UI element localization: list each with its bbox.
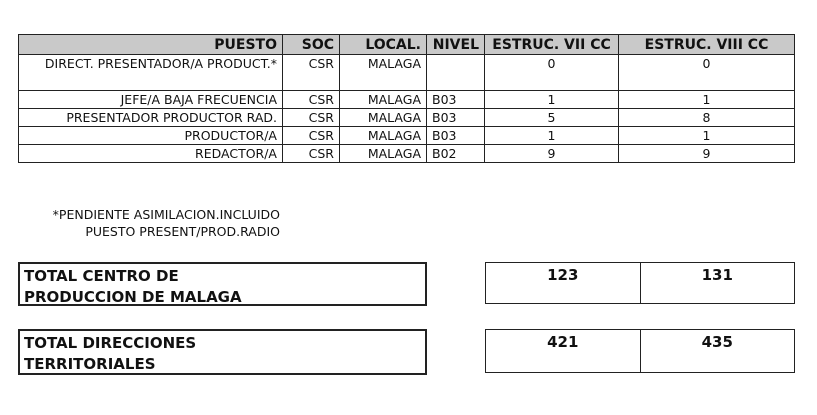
cell-estruc-viii: 9 (619, 145, 795, 163)
cell-soc: CSR (283, 127, 340, 145)
total-label-line: TERRITORIALES (24, 355, 156, 373)
cell-local: MALAGA (340, 145, 427, 163)
cell-estruc-viii: 0 (619, 55, 795, 91)
cell-estruc-vii: 5 (485, 109, 619, 127)
cell-puesto: PRESENTADOR PRODUCTOR RAD. (19, 109, 283, 127)
table-header-row (19, 35, 795, 55)
cell-soc: CSR (283, 55, 340, 91)
total-label-line: TOTAL DIRECCIONES (24, 334, 197, 352)
positions-table (18, 34, 795, 163)
header-estruc-vii: ESTRUC. VII CC (485, 35, 619, 55)
footnote-line: PUESTO PRESENT/PROD.RADIO (85, 224, 280, 239)
cell-estruc-vii: 1 (485, 127, 619, 145)
cell-estruc-viii: 1 (619, 91, 795, 109)
cell-nivel: B03 (427, 127, 485, 145)
footnote-line: *PENDIENTE ASIMILACION.INCLUIDO (52, 207, 280, 222)
total-malaga-values (485, 262, 795, 304)
total-malaga-label (18, 262, 427, 306)
cell-soc: CSR (283, 145, 340, 163)
cell-local: MALAGA (340, 127, 427, 145)
table-row (19, 127, 795, 145)
cell-nivel: B02 (427, 145, 485, 163)
table-row (19, 145, 795, 163)
cell-puesto: REDACTOR/A (19, 145, 283, 163)
cell-estruc-vii: 9 (485, 145, 619, 163)
table-row (19, 109, 795, 127)
total-territoriales-label (18, 329, 427, 375)
cell-estruc-viii: 1 (619, 127, 795, 145)
header-puesto: PUESTO (19, 35, 283, 55)
cell-puesto: JEFE/A BAJA FRECUENCIA (19, 91, 283, 109)
cell-estruc-vii: 1 (485, 91, 619, 109)
cell-nivel: B03 (427, 109, 485, 127)
footnote (30, 206, 280, 240)
total-estruc-viii: 435 (640, 330, 795, 372)
header-nivel: NIVEL (427, 35, 485, 55)
cell-local: MALAGA (340, 109, 427, 127)
cell-nivel (427, 55, 485, 91)
header-soc: SOC (283, 35, 340, 55)
table-row (19, 91, 795, 109)
cell-soc: CSR (283, 109, 340, 127)
total-label-line: TOTAL CENTRO DE (24, 267, 179, 285)
total-estruc-vii: 123 (547, 266, 579, 284)
cell-puesto: PRODUCTOR/A (19, 127, 283, 145)
header-estruc-viii: ESTRUC. VIII CC (619, 35, 795, 55)
total-estruc-viii: 131 (640, 263, 795, 303)
total-label-line: PRODUCCION DE MALAGA (24, 288, 242, 306)
total-territoriales-values (485, 329, 795, 373)
cell-soc: CSR (283, 91, 340, 109)
table-row (19, 55, 795, 91)
cell-estruc-vii: 0 (485, 55, 619, 91)
header-local: LOCAL. (340, 35, 427, 55)
total-estruc-vii: 421 (547, 333, 579, 351)
cell-puesto: DIRECT. PRESENTADOR/A PRODUCT.* (19, 55, 283, 91)
cell-local: MALAGA (340, 55, 427, 91)
cell-estruc-viii: 8 (619, 109, 795, 127)
cell-nivel: B03 (427, 91, 485, 109)
cell-local: MALAGA (340, 91, 427, 109)
